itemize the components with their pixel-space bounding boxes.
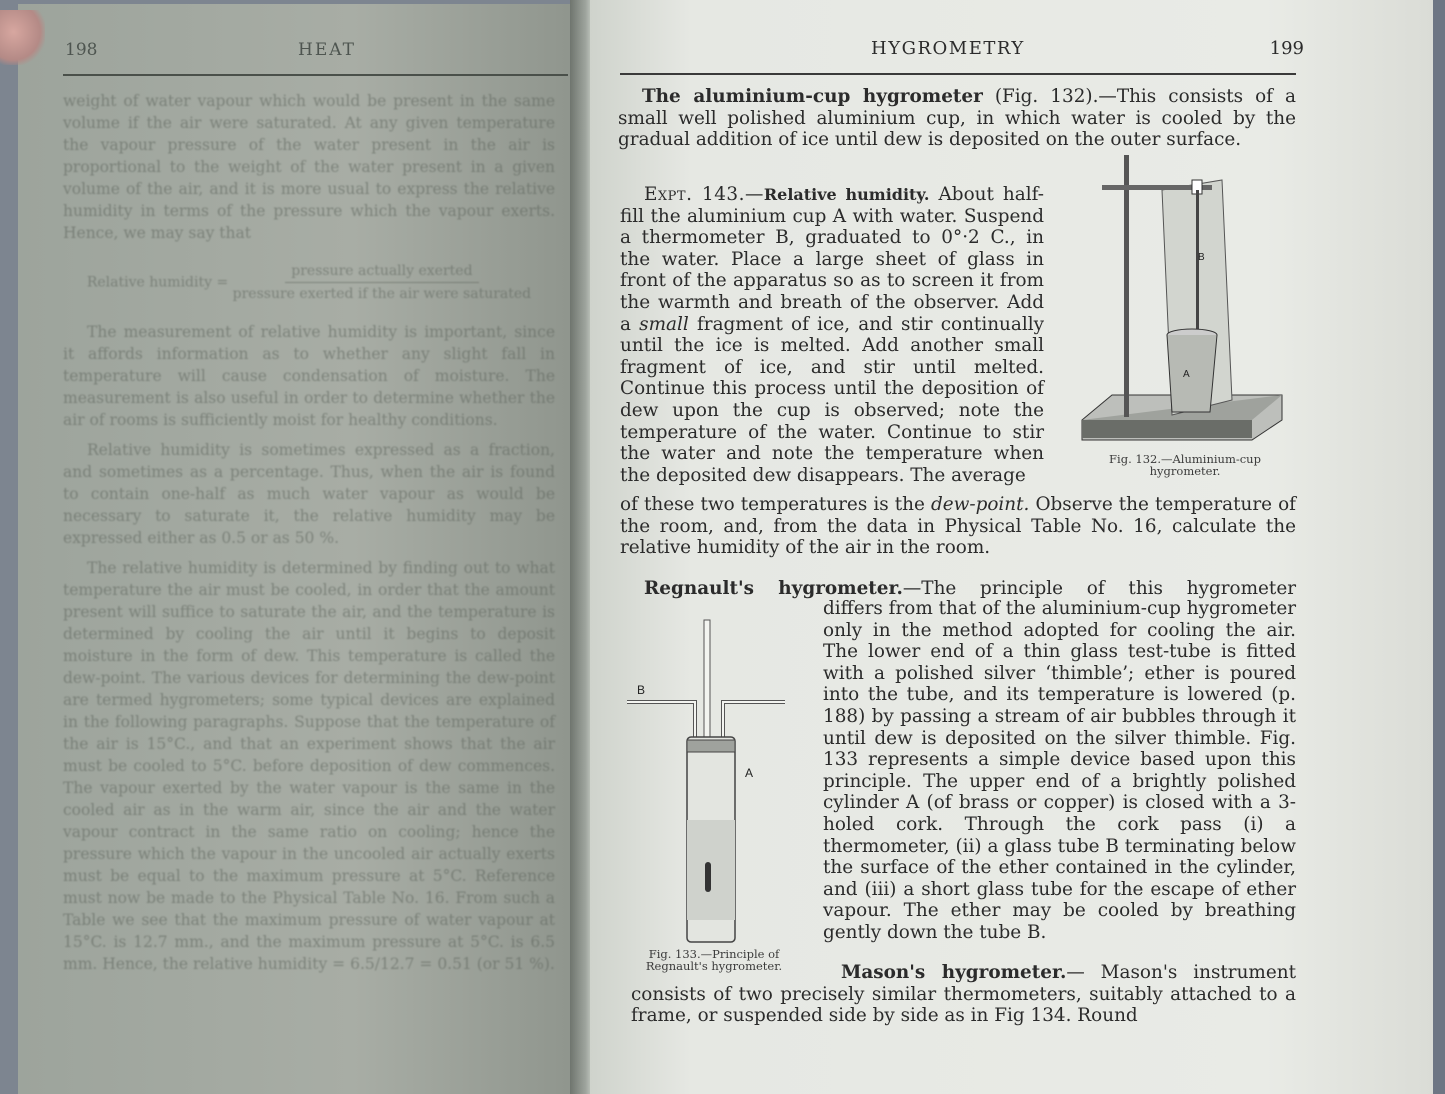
regnault-first-line	[644, 578, 1296, 600]
experiment-143	[620, 184, 1044, 486]
regnault-paragraph: differs from that of the aluminium-cup hygrometer only in the method adopted for cooling the air. The lower end of a thin glass test-tube is fitted with a polished silver ‘thimble’; ether is poured into the tube, and its temperature is lowered (p. 188) by passing a stream of air bubbles through it until dew is deposited on the silver thimble. Fig. 133 represents a simple device based upon this principle. The upper end of a brightly polished cylinder A (of brass or copper) is closed with a 3-holed cork. Through the cork pass (i) a thermometer, (ii) a glass tube B terminating below the surface of the ether contained in the cylinder, and (iii) a short glass tube for the escape of ether vapour. The ether may be cooled by breathing gently down the tube B.	[823, 598, 1297, 943]
mason-text: — Mason's instrument consists of two precisely similar thermometers, suitably attached to a frame, or suspended side by side as in Fig 134. Round	[631, 962, 1296, 1027]
figure-132-aluminium-cup-hygrometer	[1072, 150, 1290, 445]
left-running-title: HEAT	[298, 40, 356, 60]
fig133-label-a: A	[745, 766, 754, 780]
relative-humidity-formula	[63, 260, 555, 305]
right-running-title: HYGROMETRY	[871, 38, 1025, 59]
figure-132-caption: Fig. 132.—Aluminium-cup hygrometer.	[1109, 452, 1261, 478]
experiment-title: Relative humidity.	[763, 185, 930, 204]
experiment-text-c1: of these two temperatures is the	[620, 494, 931, 515]
regnault-first-text: —The principle of this hygrometer	[902, 578, 1296, 599]
experiment-text-c2: Observe the temperature of the room, and, from the data in Physical Table No. 16, calculate the relative humidity of the air in the room.	[620, 494, 1296, 559]
right-edge-background	[1433, 0, 1445, 1094]
left-page-number: 198	[65, 40, 98, 60]
regnault-heading: Regnault's hygrometer.	[644, 578, 903, 599]
fig133-label-b: B	[637, 683, 646, 697]
figure-133-caption: Fig. 133.—Principle of Regnault's hygrometer.	[645, 947, 783, 973]
formula-denominator: pressure exerted if the air were saturated	[232, 286, 532, 302]
fig132-label-a: A	[1183, 369, 1190, 380]
left-paragraph: The measurement of relative humidity is important, since it affords information as to whether any slight fall in temperature will cause condensation of moisture. The measurement is also useful in order to determine whether the air of rooms is sufficiently moist for healthy conditions.	[63, 323, 555, 429]
experiment-label: Expt. 143.—	[644, 184, 764, 205]
aluminium-cup-text: (Fig. 132).—This consists of a small well polished aluminium cup, in which water is cooled by the gradual addition of ice until dew is deposited on the outer surface.	[618, 86, 1296, 151]
experiment-143-continued	[620, 494, 1296, 559]
mason-heading: Mason's hygrometer.	[841, 962, 1067, 983]
left-paragraph: The relative humidity is determined by finding out to what temperature the air must be cooled, in order that the amount present will suffice to saturate the air, and the temperature is determined by cooling the air until it begins to deposit moisture in the form of dew. This temperature is called the dew-point. The various devices for determining the dew-point are termed hygrometers; some typical devices are explained in the following paragraphs. Suppose that the temperature of the air is 15°C., and that an experiment shows that the air must be cooled to 5°C. before deposition of dew commences. The vapour exerted by the water vapour is the same in the cooled air as in the warm air, since the air and the water vapour contract in the same ratio on cooling; hence the pressure which the vapour in the uncooled air actually exerts must be equal to the maximum pressure at 5°C. Reference must now be made to the Physical Table No. 16. From such a Table we see that the maximum pressure of water vapour at 15°C. is 12.7 mm., and the maximum pressure at 5°C. is 6.5 mm. Hence, the relative humidity = 6.5/12.7 = 0.51 (or 51 %).	[63, 559, 555, 973]
thumb-shadow	[0, 10, 45, 65]
left-page	[18, 4, 578, 1094]
formula-numerator: pressure actually exerted	[285, 260, 478, 283]
left-running-head	[63, 34, 568, 62]
figure-133-regnault-hygrometer	[625, 612, 795, 947]
experiment-text-b: fragment of ice, and stir continually until the ice is melted. Add another small fragment of ice, and stir until melted. Continue this process until the deposition of dew upon the cup is observed; note the temperature of the water. Continue to stir the water and note the temperature when the deposited dew disappears. The average	[620, 313, 1045, 486]
experiment-italic-small: small	[639, 313, 689, 335]
aluminium-cup-heading: The aluminium-cup hygrometer	[642, 86, 983, 107]
dew-point-term: dew-point.	[930, 494, 1030, 515]
left-header-rule	[63, 74, 568, 76]
right-running-head	[618, 38, 1304, 64]
fig132-label-b: B	[1198, 252, 1205, 263]
left-paragraph: Relative humidity is sometimes expressed as a fraction, and sometimes as a percentage. Thus, when the air is found to contain one-half as much water vapour as would be necessary to saturate it, the relative humidity may be expressed either as 0.5 or as 50 %.	[63, 441, 555, 547]
right-header-rule	[620, 73, 1296, 75]
left-page-body	[63, 90, 555, 983]
aluminium-cup-paragraph	[618, 86, 1296, 151]
right-page-number: 199	[1269, 38, 1304, 59]
left-paragraph: weight of water vapour which would be present in the same volume if the air were saturated. At any given temperature the vapour pressure of the water present in the air is proportional to the weight of the water present in a given volume of the air, and it is more usual to express the relative humidity in terms of the pressure which the vapour exerts. Hence, we may say that	[63, 92, 555, 242]
experiment-text-a: About half-fill the aluminium cup A with water. Suspend a thermometer B, graduated to 0°·2 C., in the water. Place a large sheet of glass in front of the apparatus so as to screen it from the warmth and breath of the observer. Add a	[620, 184, 1044, 335]
formula-label: Relative humidity =	[86, 274, 229, 291]
